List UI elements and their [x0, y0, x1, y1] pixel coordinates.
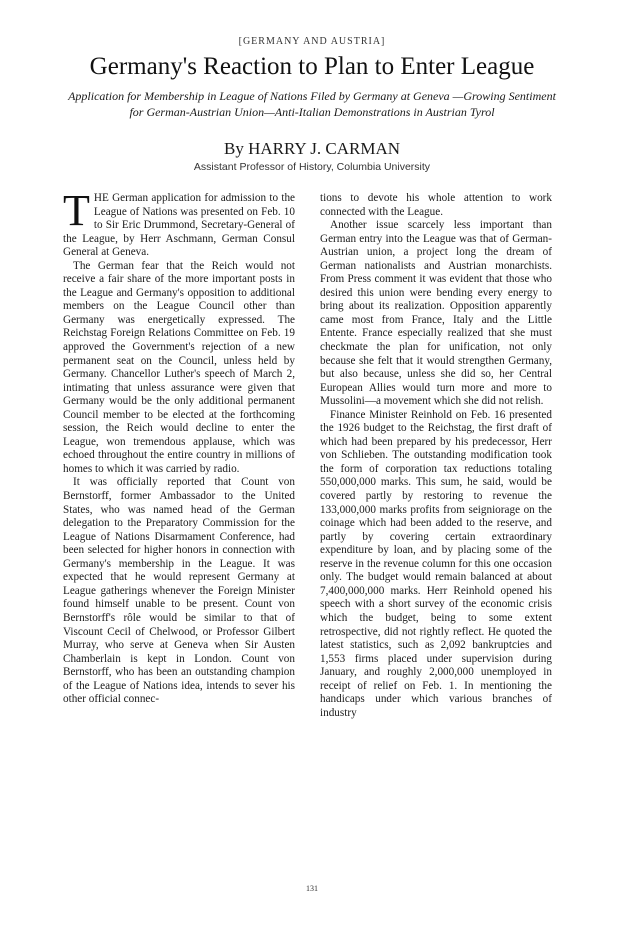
- section-tag: [GERMANY AND AUSTRIA]: [238, 36, 386, 47]
- paragraph: It was officially reported that Count von Bernstorff, former Ambassador to the United States, who was named head of the German delegation to the Preparatory Commission for the League of Nations Disarmament Conference, had been selected for higher honors in connection with Germany's membership in the League. It was expected that he would represent Germany at League gatherings whenever the Foreign Minister found himself unable to be present. Count von Bernstorff's rôle would be similar to that of Viscount Cecil of Chelwood, or Professor Gilbert Murray, who serve at Geneva when Sir Austen Chamberlain is kept in London. Count von Bernstorff, who has been an outstanding champion of the League of Nations idea, intends to sever his other official connec-: [63, 476, 295, 706]
- author-affiliation: Assistant Professor of History, Columbia University: [193, 161, 431, 173]
- page-number: 131: [306, 884, 318, 893]
- article-subtitle: Application for Membership in League of Nations Filed by Germany at Geneva —Growing Sentiment for German-Austrian Union—Anti-Italian Demonstrations in Austrian Tyrol: [68, 89, 556, 119]
- drop-cap: T: [63, 186, 90, 235]
- paragraph: Finance Minister Reinhold on Feb. 16 presented the 1926 budget to the Reichstag, the first draft of which had been prepared by his predecessor, Herr von Schlieben. The outstanding modification took the form of corporation tax reductions totaling 550,000,000 marks. This sum, he said, would be covered partly by restoring to revenue the 133,000,000 marks profits from seigniorage on the coinage which had been added to the reserve, and partly by covering certain extraordinary expenditure by loan, and by placing some of the reserve in the revenue column for this one occasion only. The budget would remain balanced at about 7,400,000,000 marks. Herr Reinhold opened his speech with a short survey of the economic crisis which the budget, being to some extent retrospective, did not rightly reflect. He quoted the latest statistics, such as 2,092 bankruptcies and 1,553 firms placed under supervision during January, and roughly 2,000,000 unemployed in receipt of relief on Feb. 1. In mentioning the handicaps under which various branches of industry: [320, 408, 552, 719]
- article-title: Germany's Reaction to Plan to Enter League: [89, 53, 535, 80]
- right-column: [320, 192, 552, 720]
- paragraph: tions to devote his whole attention to work connected with the League.: [320, 192, 552, 218]
- left-column: [63, 186, 295, 707]
- paragraph: The German fear that the Reich would not receive a fair share of the more important posts in the League and Germany's opposition to additional members on the League Council other than Germany was energetically expressed. The Reichstag Foreign Relations Committee on Feb. 19 approved the Government's rejection of a new permanent seat on the Council, unless held by Germany. Chancellor Luther's speech of March 2, intimating that unless assurance were given that Germany would be the only additional permanent Council member to be elected at the forthcoming session, the Reich would decline to enter the League, won tremendous applause, which was echoed throughout the entire country in millions of homes to which it was carried by radio.: [63, 259, 295, 475]
- byline: By HARRY J. CARMAN: [223, 139, 401, 158]
- paragraph: [63, 186, 295, 260]
- paragraph-text: HE German application for admission to the League of Nations was presented on Feb. 10 to Sir Eric Drummond, Secretary-General of the League, by Herr Aschmann, German Consul General at Geneva.: [63, 192, 295, 259]
- paragraph: Another issue scarcely less important than German entry into the League was that of German-Austrian union, a project long the dream of German nationalists and Austrian monarchists. From Press comment it was evident that those who desired this union were bending every energy to bring about its realization. Opposition apparently came most from France, Italy and the Little Entente. France especially realized that she must checkmate the plan for unification, not only because she felt that it would strengthen Germany, but also because, unless she did so, her Central European Allies would turn more and more to Mussolini—a movement which she did not relish.: [320, 219, 552, 408]
